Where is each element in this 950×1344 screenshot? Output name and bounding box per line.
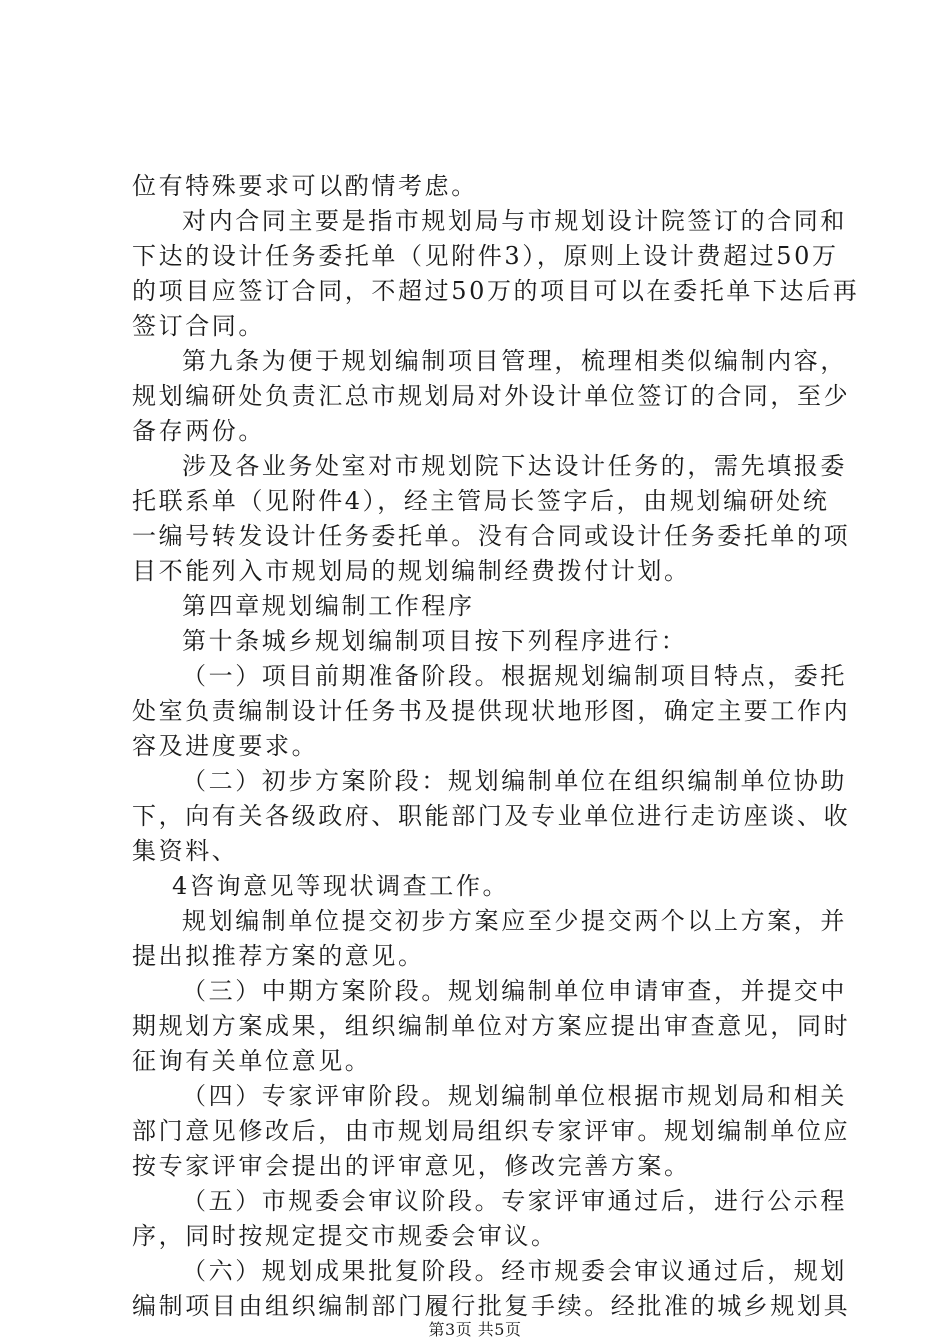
text-line: 位有特殊要求可以酌情考虑。 bbox=[132, 172, 478, 200]
text-line: （六）规划成果批复阶段。经市规委会审议通过后，规划 bbox=[182, 1257, 847, 1285]
text-line: （四）专家评审阶段。规划编制单位根据市规划局和相关 bbox=[182, 1082, 847, 1110]
text-line: 编制项目由组织编制部门履行批复手续。经批准的城乡规划具 bbox=[132, 1292, 851, 1320]
text-line: 提出拟推荐方案的意见。 bbox=[132, 942, 425, 970]
text-line: 备存两份。 bbox=[132, 417, 265, 445]
page-number: 第3页 共5页 bbox=[428, 1320, 522, 1339]
text-line: 目不能列入市规划局的规划编制经费拨付计划。 bbox=[132, 557, 691, 585]
text-line: 规划编制单位提交初步方案应至少提交两个以上方案，并 bbox=[182, 907, 847, 935]
text-line: 涉及各业务处室对市规划院下达设计任务的，需先填报委 bbox=[182, 452, 847, 480]
text-line: 部门意见修改后，由市规划局组织专家评审。规划编制单位应 bbox=[132, 1117, 851, 1145]
text-line: 期规划方案成果，组织编制单位对方案应提出审查意见，同时 bbox=[132, 1012, 851, 1040]
text-line: 对内合同主要是指市规划局与市规划设计院签订的合同和 bbox=[182, 207, 847, 235]
text-line: 第十条城乡规划编制项目按下列程序进行： bbox=[182, 627, 688, 655]
text-line: 下达的设计任务委托单（见附件3），原则上设计费超过50万 bbox=[132, 242, 839, 270]
text-line: 按专家评审会提出的评审意见，修改完善方案。 bbox=[132, 1152, 691, 1180]
text-line: 第九条为便于规划编制项目管理，梳理相类似编制内容， bbox=[182, 347, 847, 375]
text-line: 下，向有关各级政府、职能部门及专业单位进行走访座谈、收 bbox=[132, 802, 851, 830]
text-line: 签订合同。 bbox=[132, 312, 265, 340]
text-line: 集资料、 bbox=[132, 837, 239, 865]
text-line: （五）市规委会审议阶段。专家评审通过后，进行公示程 bbox=[182, 1187, 847, 1215]
text-line: 的项目应签订合同，不超过50万的项目可以在委托单下达后再 bbox=[132, 277, 860, 305]
chapter-heading: 第四章规划编制工作程序 bbox=[182, 592, 475, 620]
text-line: 征询有关单位意见。 bbox=[132, 1047, 372, 1075]
text-line: 托联系单（见附件4），经主管局长签字后，由规划编研处统 bbox=[132, 487, 830, 515]
text-line: （二）初步方案阶段：规划编制单位在组织编制单位协助 bbox=[182, 767, 847, 795]
text-line: （一）项目前期准备阶段。根据规划编制项目特点，委托 bbox=[182, 662, 847, 690]
text-line: 容及进度要求。 bbox=[132, 732, 319, 760]
text-line: 处室负责编制设计任务书及提供现状地形图，确定主要工作内 bbox=[132, 697, 851, 725]
text-line: 规划编研处负责汇总市规划局对外设计单位签订的合同，至少 bbox=[132, 382, 851, 410]
text-line: （三）中期方案阶段。规划编制单位申请审查，并提交中 bbox=[182, 977, 847, 1005]
text-line: 序，同时按规定提交市规委会审议。 bbox=[132, 1222, 558, 1250]
text-line: 4咨询意见等现状调查工作。 bbox=[172, 872, 510, 900]
text-line: 一编号转发设计任务委托单。没有合同或设计任务委托单的项 bbox=[132, 522, 851, 550]
